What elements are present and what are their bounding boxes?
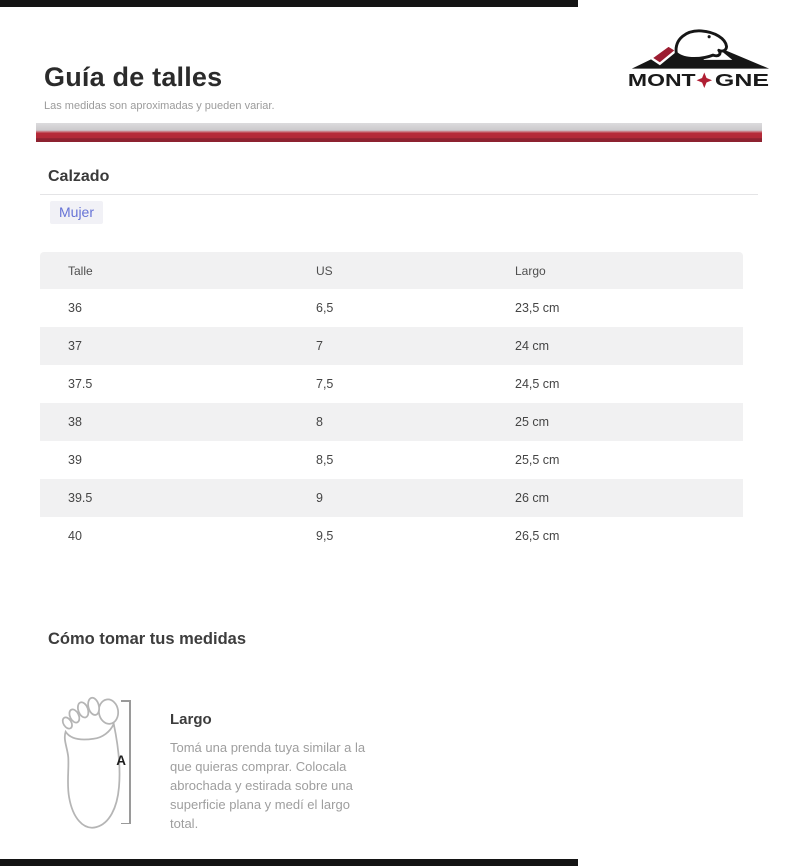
logo-eagle-head <box>676 31 726 59</box>
cell-talle: 40 <box>68 529 82 543</box>
tab-mujer[interactable]: Mujer <box>50 201 103 224</box>
top-edge-bar <box>0 0 578 7</box>
table-row <box>40 289 743 327</box>
logo-wordmark-left: MONT <box>627 70 697 90</box>
logo-eagle-eye <box>708 35 711 38</box>
cell-largo: 24 cm <box>515 339 550 353</box>
montagne-logo-graphic <box>626 26 771 90</box>
cell-talle: 37.5 <box>68 377 93 391</box>
cell-us: 9 <box>316 491 323 505</box>
cell-talle: 38 <box>68 415 82 429</box>
cell-us: 8,5 <box>316 453 334 467</box>
measure-label-a: A <box>116 753 126 768</box>
measures-heading: Cómo tomar tus medidas <box>48 630 247 648</box>
table-row <box>40 365 743 403</box>
cell-largo: 25 cm <box>515 415 550 429</box>
length-measure-line <box>129 700 131 824</box>
table-row <box>40 403 743 441</box>
cell-largo: 25,5 cm <box>515 453 560 467</box>
cell-us: 8 <box>316 415 323 429</box>
largo-title: Largo <box>170 711 212 728</box>
table-row <box>40 327 743 365</box>
table-row <box>40 479 743 517</box>
column-header-us: US <box>316 263 333 278</box>
size-table <box>40 252 743 555</box>
cell-us: 7,5 <box>316 377 334 391</box>
foot-big-toe <box>97 698 119 725</box>
largo-description: Tomá una prenda tuya similar a la que quieras comprar. Colocala abrochada y estirada sobre una superficie plana y medí el largo total. <box>170 740 366 831</box>
cell-largo: 26 cm <box>515 491 550 505</box>
section-title-calzado: Calzado <box>48 168 110 185</box>
cell-talle: 39 <box>68 453 82 467</box>
cell-talle: 39.5 <box>68 491 93 505</box>
cell-talle: 37 <box>68 339 82 353</box>
cell-us: 9,5 <box>316 529 334 543</box>
foot-sole <box>65 724 120 828</box>
column-header-largo: Largo <box>515 263 546 278</box>
cell-largo: 24,5 cm <box>515 377 560 391</box>
cell-us: 7 <box>316 339 323 353</box>
cell-us: 6,5 <box>316 301 334 315</box>
accent-divider-band <box>36 123 762 142</box>
section-divider <box>40 194 758 195</box>
bottom-edge-bar <box>0 859 578 866</box>
column-header-talle: Talle <box>68 263 93 278</box>
logo-star-icon <box>697 73 712 88</box>
table-row <box>40 517 743 555</box>
cell-largo: 23,5 cm <box>515 301 560 315</box>
table-header-row <box>40 252 743 289</box>
montagne-logo <box>626 26 771 90</box>
measure-tick-bottom <box>121 823 130 825</box>
cell-talle: 36 <box>68 301 82 315</box>
measure-tick-top <box>121 700 130 702</box>
cell-largo: 26,5 cm <box>515 529 560 543</box>
table-row <box>40 441 743 479</box>
logo-wordmark-right: GNE <box>714 70 770 90</box>
page-title: Guía de talles <box>44 62 223 92</box>
page-subtitle: Las medidas son aproximadas y pueden variar. <box>44 100 275 112</box>
